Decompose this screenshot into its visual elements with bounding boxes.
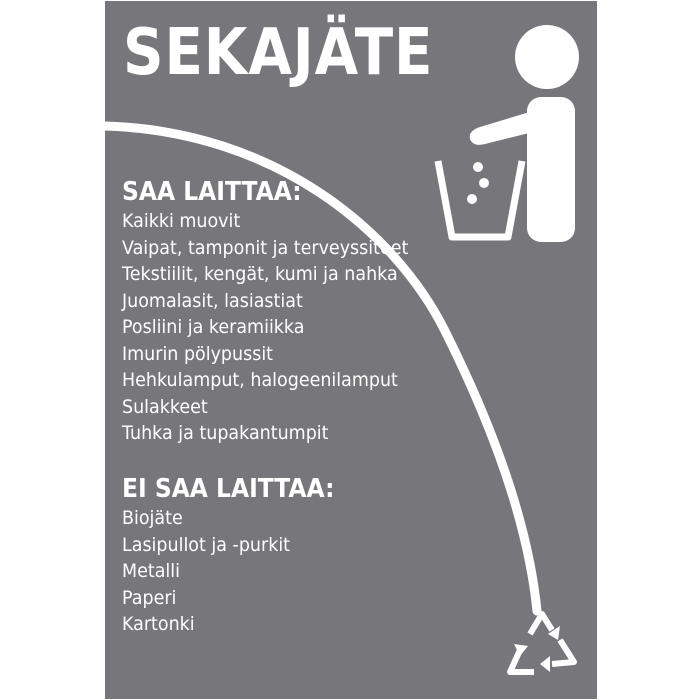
- list-item: Paperi: [122, 586, 177, 609]
- allowed-heading: SAA LAITTAA:: [122, 177, 302, 207]
- list-item: Posliini ja keramiikka: [122, 316, 305, 338]
- list-item: Hehkulamput, halogeenilamput: [122, 369, 398, 391]
- person-throwing-trash-icon: [430, 19, 580, 244]
- poster-title: SEKAJÄTE: [123, 16, 434, 90]
- list-item: Biojäte: [122, 507, 183, 529]
- list-item: Tekstiilit, kengät, kumi ja nahka: [122, 263, 398, 285]
- list-item: Lasipullot ja -purkit: [122, 533, 291, 556]
- list-item: Imurin pölypussit: [122, 342, 274, 365]
- list-item: Metalli: [122, 560, 180, 582]
- list-item: Sulakkeet: [122, 395, 208, 418]
- waste-sign-poster: [105, 1, 597, 699]
- list-item: Tuhka ja tupakantumpit: [122, 422, 329, 444]
- recycle-icon: [500, 604, 584, 684]
- not-allowed-heading: EI SAA LAITTAA:: [122, 474, 335, 504]
- list-item: Juomalasit, lasiastiat: [122, 289, 303, 312]
- list-item: Vaipat, tamponit ja terveyssiteet: [122, 236, 409, 259]
- allowed-list: [122, 208, 433, 447]
- not-allowed-list: [122, 505, 305, 638]
- list-item: Kartonki: [122, 613, 195, 635]
- list-item: Kaikki muovit: [122, 210, 241, 232]
